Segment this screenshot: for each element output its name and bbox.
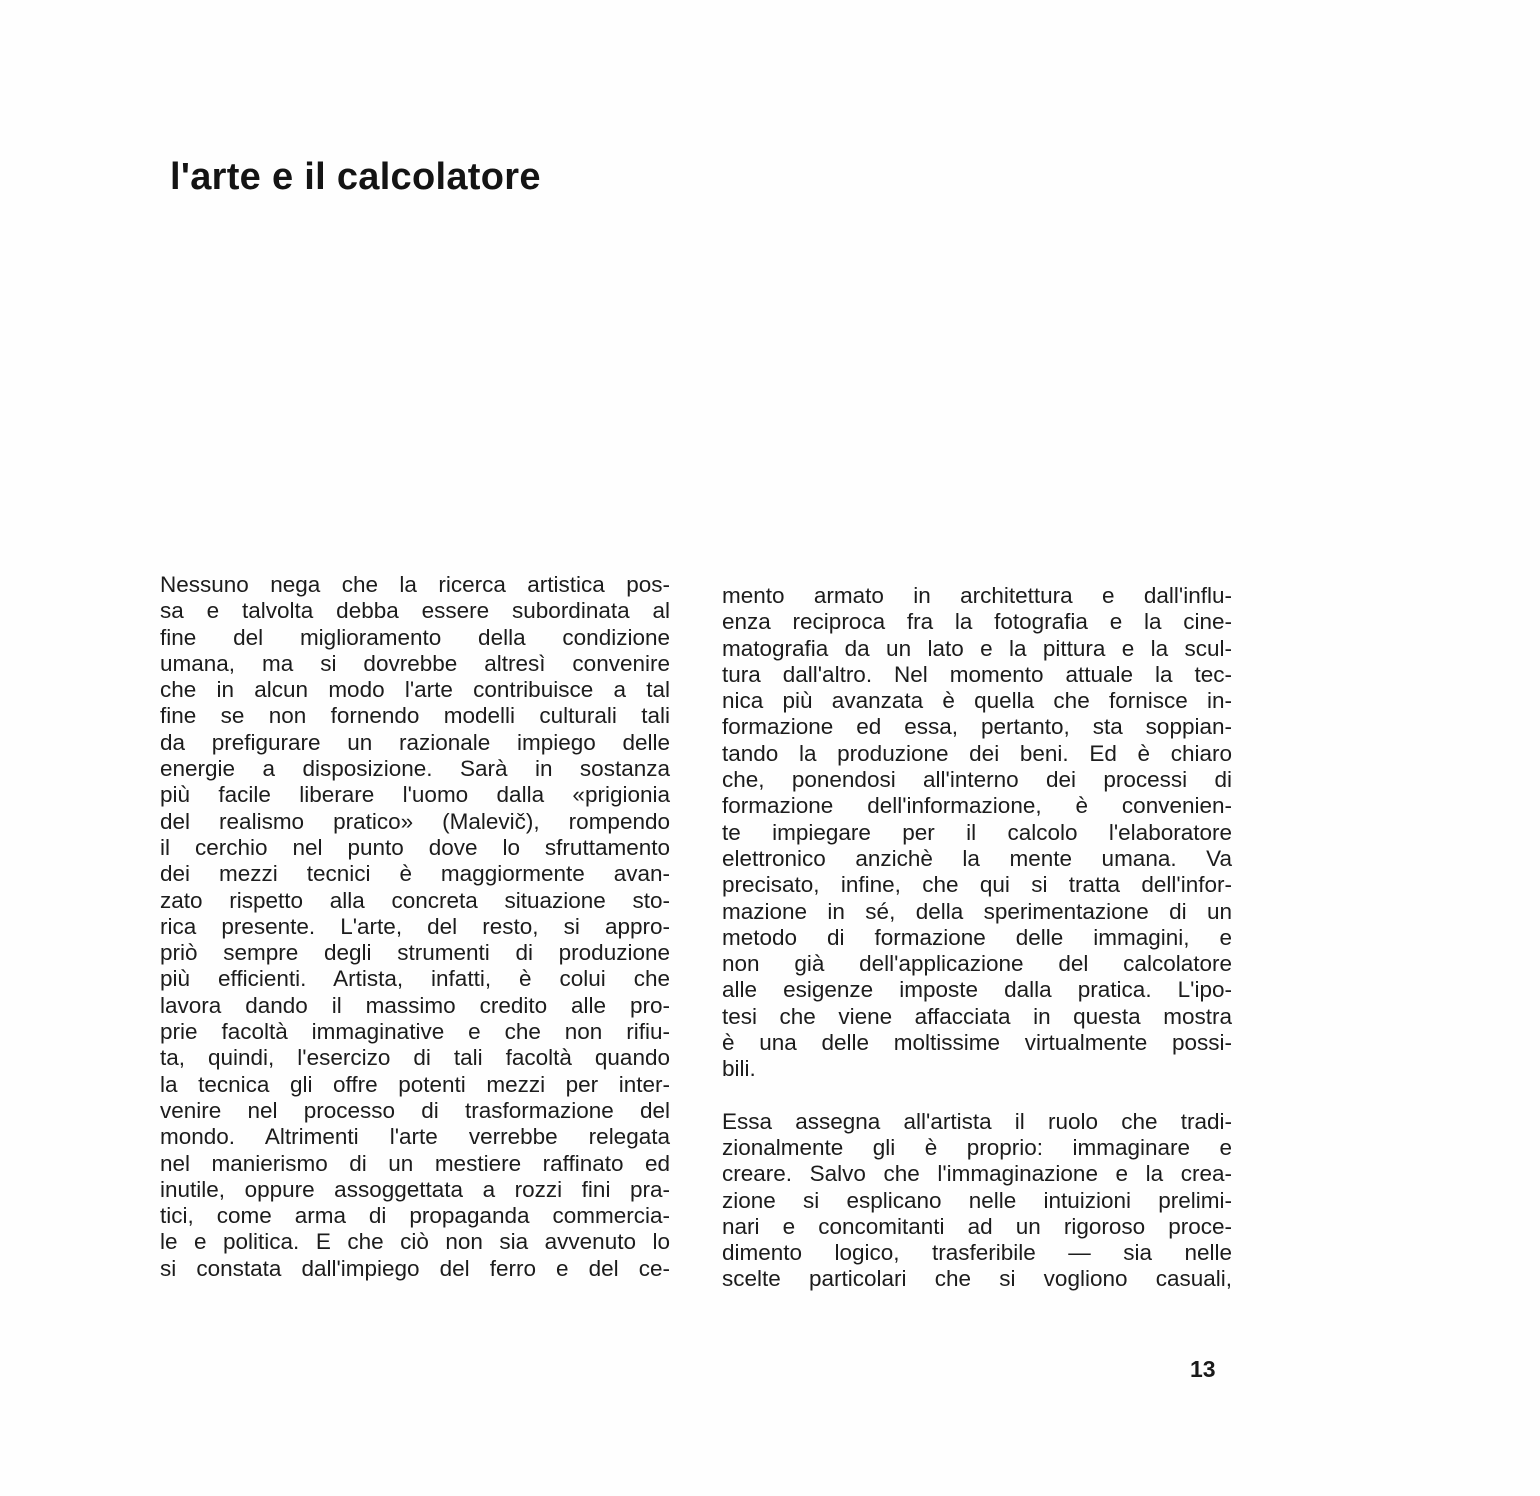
paragraph bbox=[722, 1109, 1232, 1293]
text-line: più efficienti. Artista, infatti, è colui che bbox=[160, 966, 670, 992]
text-line: zionalmente gli è proprio: immaginare e bbox=[722, 1134, 1232, 1160]
text-column-left bbox=[160, 572, 670, 1282]
text-line: il cerchio nel punto dove lo sfruttamento bbox=[160, 834, 670, 860]
text-line: le e politica. E che ciò non sia avvenuto lo bbox=[160, 1229, 670, 1255]
text-line: enza reciproca fra la fotografia e la cine- bbox=[722, 609, 1232, 635]
text-line: te impiegare per il calcolo l'elaboratore bbox=[722, 819, 1232, 845]
text-line: ta, quindi, l'esercizo di tali facoltà quando bbox=[160, 1045, 670, 1071]
text-column-right bbox=[722, 583, 1232, 1293]
paragraph-gap bbox=[722, 1083, 1232, 1109]
text-line: Nessuno nega che la ricerca artistica pos- bbox=[160, 572, 670, 597]
text-line: del realismo pratico» (Malevič), rompendo bbox=[160, 808, 670, 834]
chapter-title: l'arte e il calcolatore bbox=[170, 156, 541, 198]
text-line: creare. Salvo che l'immaginazione e la crea- bbox=[722, 1161, 1232, 1187]
text-line: zato rispetto alla concreta situazione sto- bbox=[160, 887, 670, 913]
text-line: inutile, oppure assoggettata a rozzi fini pra- bbox=[160, 1176, 670, 1202]
text-line: formazione dell'informazione, è convenien- bbox=[722, 793, 1232, 819]
text-line: rica presente. L'arte, del resto, si appro- bbox=[160, 913, 670, 939]
text-line: da prefigurare un razionale impiego delle bbox=[160, 729, 670, 755]
text-line: dei mezzi tecnici è maggiormente avan- bbox=[160, 861, 670, 887]
text-line: nica più avanzata è quella che fornisce in- bbox=[722, 688, 1232, 714]
text-line: bili. bbox=[722, 1056, 756, 1082]
text-line: zione si esplicano nelle intuizioni prelimi- bbox=[722, 1187, 1232, 1213]
text-line: non già dell'applicazione del calcolatore bbox=[722, 951, 1232, 977]
text-line: metodo di formazione delle immagini, e bbox=[722, 924, 1232, 950]
text-line: mento armato in architettura e dall'influ- bbox=[722, 583, 1232, 608]
text-line: che, ponendosi all'interno dei processi di bbox=[722, 767, 1232, 793]
text-line: energie a disposizione. Sarà in sostanza bbox=[160, 756, 670, 782]
paragraph bbox=[722, 583, 1232, 1083]
text-line: matografia da un lato e la pittura e la scul- bbox=[722, 635, 1232, 661]
text-line: Essa assegna all'artista il ruolo che tradi- bbox=[722, 1108, 1232, 1134]
text-line: umana, ma si dovrebbe altresì convenire bbox=[160, 650, 670, 676]
text-line: tura dall'altro. Nel momento attuale la tec- bbox=[722, 661, 1232, 687]
text-line: nel manierismo di un mestiere raffinato ed bbox=[160, 1150, 670, 1176]
text-line: formazione ed essa, pertanto, sta soppian- bbox=[722, 714, 1232, 740]
text-line: che in alcun modo l'arte contribuisce a tal bbox=[160, 677, 670, 703]
page-number: 13 bbox=[1190, 1356, 1216, 1382]
text-line: prie facoltà immaginative e che non rifiu- bbox=[160, 1019, 670, 1045]
text-line: mondo. Altrimenti l'arte verrebbe relegata bbox=[160, 1124, 670, 1150]
text-line: si constata dall'impiego del ferro e del ce- bbox=[160, 1255, 670, 1281]
text-line: lavora dando il massimo credito alle pro- bbox=[160, 992, 670, 1018]
text-line: elettronico anzichè la mente umana. Va bbox=[722, 845, 1232, 871]
text-line: nari e concomitanti ad un rigoroso proce- bbox=[722, 1213, 1232, 1239]
text-line: fine del miglioramento della condizione bbox=[160, 624, 670, 650]
text-line: sa e talvolta debba essere subordinata al bbox=[160, 598, 670, 624]
text-line: priò sempre degli strumenti di produzione bbox=[160, 940, 670, 966]
text-line: la tecnica gli offre potenti mezzi per inter- bbox=[160, 1071, 670, 1097]
text-line: scelte particolari che si vogliono casuali, bbox=[722, 1266, 1232, 1292]
text-line: precisato, infine, che qui si tratta dell'infor- bbox=[722, 872, 1232, 898]
text-line: venire nel processo di trasformazione del bbox=[160, 1097, 670, 1123]
text-line: fine se non fornendo modelli culturali tali bbox=[160, 703, 670, 729]
text-line: è una delle moltissime virtualmente possi- bbox=[722, 1030, 1232, 1056]
text-line: più facile liberare l'uomo dalla «prigionia bbox=[160, 782, 670, 808]
text-line: dimento logico, trasferibile — sia nelle bbox=[722, 1240, 1232, 1266]
text-line: tesi che viene affacciata in questa mostra bbox=[722, 1003, 1232, 1029]
text-line: tando la produzione dei beni. Ed è chiaro bbox=[722, 740, 1232, 766]
text-line: tici, come arma di propaganda commercia- bbox=[160, 1203, 670, 1229]
text-line: alle esigenze imposte dalla pratica. L'ipo- bbox=[722, 977, 1232, 1003]
text-line: mazione in sé, della sperimentazione di un bbox=[722, 898, 1232, 924]
